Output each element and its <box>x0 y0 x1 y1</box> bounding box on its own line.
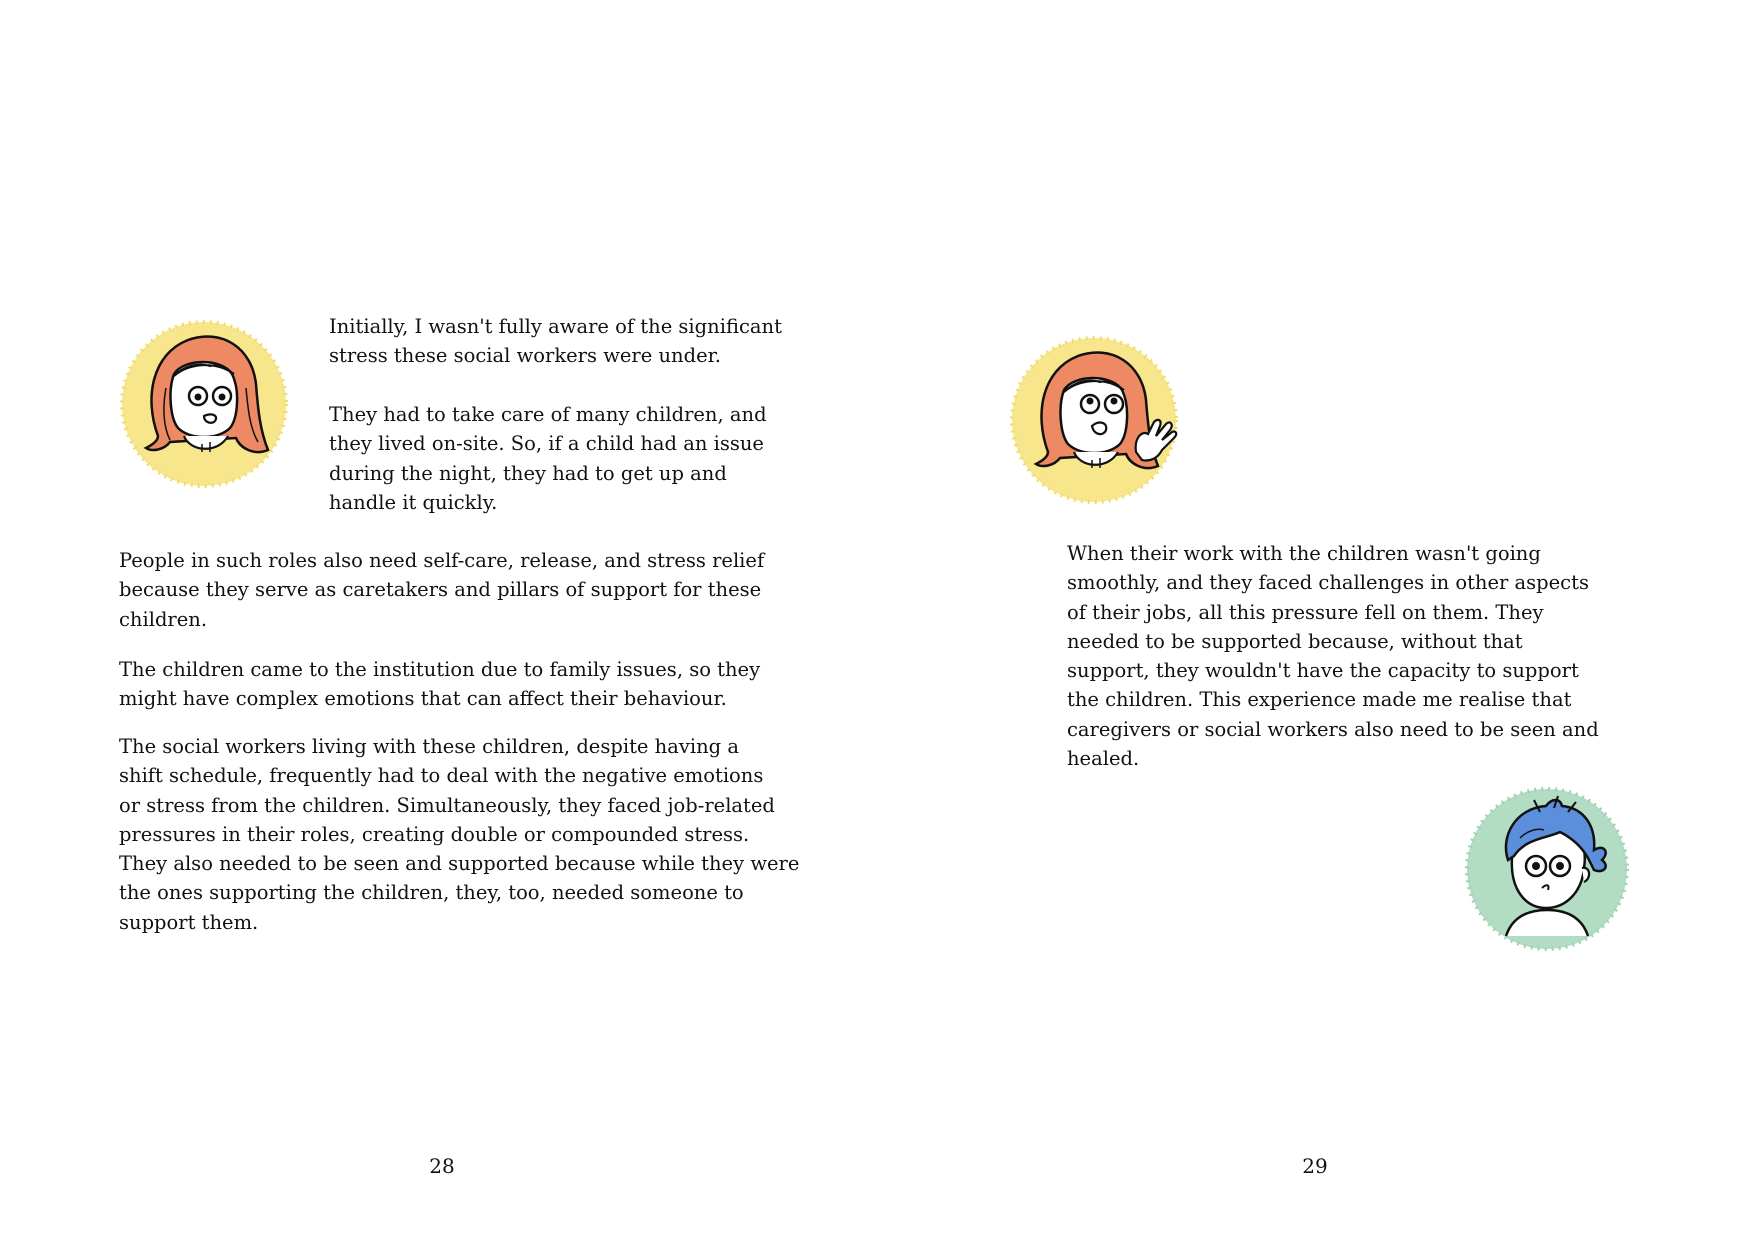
right-page <box>874 0 1748 1240</box>
page-number: 29 <box>1302 1154 1328 1178</box>
body-paragraph-3: The social workers living with these children, despite having a shift schedule, frequently had to deal with the negative emotions or stress from the children. Simultaneously, they faced job-related pressures in their roles, creating double or compounded stress. They also needed to be seen and supported because while they were the ones supporting the children, they, too, needed someone to support them. <box>119 735 800 934</box>
red-haired-woman-waving-avatar-icon <box>1008 334 1194 506</box>
body-paragraph-2: The children came to the institution due to family issues, so they might have complex emotions that can affect their behaviour. <box>119 658 761 711</box>
intro-paragraph-2: They had to take care of many children, and they lived on-site. So, if a child had an issue during the night, they had to get up and handle it quickly. <box>329 403 767 514</box>
page-number: 28 <box>429 1154 455 1178</box>
blue-haired-person-avatar-icon <box>1464 786 1630 952</box>
red-haired-woman-avatar-icon <box>118 318 290 490</box>
body-paragraph-1: When their work with the children wasn't going smoothly, and they faced challenges in other aspects of their jobs, all this pressure fell on them. They needed to be supported because, without that support, they wouldn't have the capacity to support the children. This experience made me realise that caregivers or social workers also need to be seen and healed. <box>1067 542 1599 771</box>
body-paragraph-1: People in such roles also need self-care, release, and stress relief because they serve as caretakers and pillars of support for these children. <box>119 549 765 631</box>
intro-paragraph-1: Initially, I wasn't fully aware of the significant stress these social workers were under. <box>329 315 782 368</box>
